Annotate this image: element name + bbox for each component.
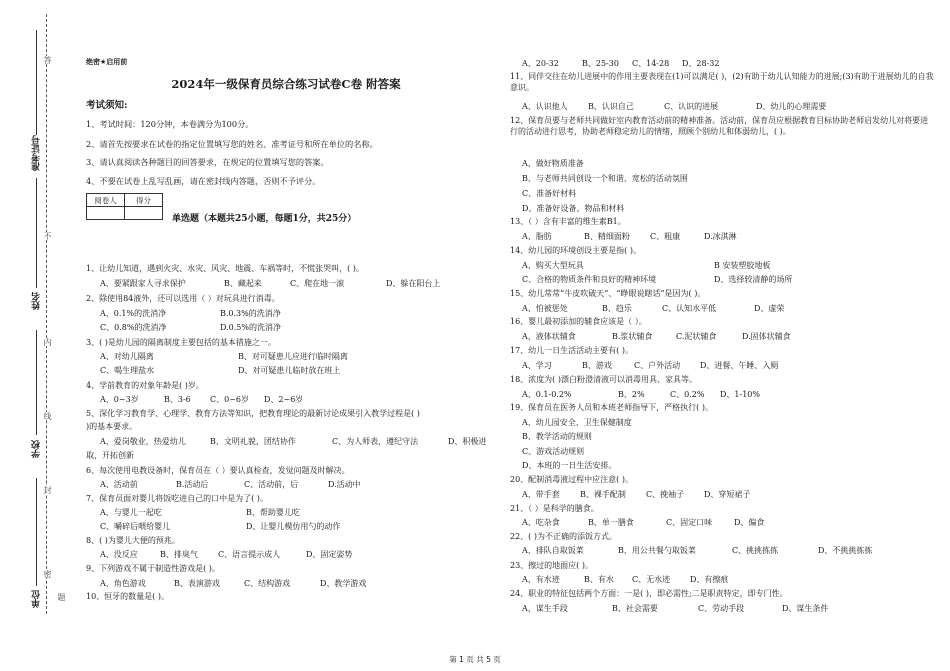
binding-strip <box>0 0 66 671</box>
score-header: 得分 <box>125 194 163 207</box>
option: D、有擦痕 <box>690 575 729 584</box>
option: A、脂肪 <box>522 232 552 241</box>
question: 21、（ ）是科学的膳食。 <box>510 504 599 513</box>
question: 14、幼儿园的环境创设主要是指( )。 <box>510 246 641 255</box>
question: 16、婴儿最初添加的辅食应该是（ ）。 <box>510 317 647 326</box>
option: A、0.1-0.2% <box>522 390 572 399</box>
notice-item: 2、请首先按要求在试卷的指定位置填写您的姓名、准考证号和所在单位的名称。 <box>86 139 378 149</box>
option: B、与老师共同创设一个和谐、宽松的活动氛围 <box>522 174 688 183</box>
option: A、没反应 <box>100 550 138 559</box>
option: A、爱岗敬业，热爱幼儿 <box>100 437 186 446</box>
option: A、怕被惩处 <box>522 304 568 313</box>
option: B、2% <box>618 390 645 399</box>
option: A、排队自取饭菜 <box>522 546 584 555</box>
school-line[interactable] <box>36 330 37 435</box>
option: B、精细面粉 <box>584 232 630 241</box>
exam-number-label: 准考证号 <box>32 135 42 171</box>
option: B、教学活动的规则 <box>522 432 592 441</box>
option: D、虚荣 <box>754 304 785 313</box>
option: B、25-30 <box>582 59 619 68</box>
question: 10、恒牙的数量是( )。 <box>86 592 169 601</box>
page-footer: 第 1 页 共 5 页 <box>449 655 501 664</box>
school-label: 学校 <box>32 440 42 458</box>
option: D.冰淇淋 <box>704 232 737 241</box>
strip-word: 题 <box>57 593 66 601</box>
notice-item: 3、请认真阅读各种题目的回答要求，在规定的位置填写您的答案。 <box>86 157 329 167</box>
option: B、有水 <box>584 575 614 584</box>
page-title: 2024年一级保育员综合练习试卷C卷 附答案 <box>171 77 401 91</box>
strip-word: 答 <box>43 56 52 64</box>
option: D、2~6岁 <box>264 395 304 404</box>
notice-heading: 考试须知: <box>86 100 128 111</box>
reviewer-header: 阅卷人 <box>87 194 125 207</box>
option: C、认识的进展 <box>664 102 719 111</box>
option: A、做好物质准备 <box>522 159 584 168</box>
option: A、要紧跟家人寻求保护 <box>100 279 186 288</box>
option: A、液体状辅食 <box>522 332 576 341</box>
reviewer-cell[interactable] <box>87 207 125 220</box>
option: A、带手套 <box>522 490 560 499</box>
option: A、认识他人 <box>522 102 568 111</box>
option: D、偏食 <box>734 518 765 527</box>
option: D、28-32 <box>682 59 720 68</box>
option: C、喝生理盐水 <box>100 366 155 375</box>
question: 11、同伴交往在幼儿进展中的作用主要表现在(1)可以满足( )，(2)有助于幼儿认知能力的进展;(3)有助于进展幼儿的自我意识。 <box>510 72 934 92</box>
option: B.活动后 <box>176 480 209 489</box>
option: B 安装塑胶地板 <box>714 261 771 270</box>
option: C、0~6岁 <box>210 395 250 404</box>
option: A、角色游戏 <box>100 579 146 588</box>
option: C、无水迹 <box>632 575 671 584</box>
option: B、3-6 <box>164 395 191 404</box>
option: A、与婴儿一起吃 <box>100 508 162 517</box>
option: D、选择较清静的场所 <box>714 275 793 284</box>
option: C、0.8%的洗消净 <box>100 323 167 332</box>
question: 3、( )是幼儿园的隔离制度主要包括的基本措施之一。 <box>86 338 276 347</box>
option: C、活动前，后 <box>244 480 299 489</box>
strip-word: 内 <box>43 338 52 346</box>
score-table <box>86 193 163 220</box>
secret-mark: 绝密★启用前 <box>86 58 128 66</box>
unit-label: 单位 <box>32 590 42 608</box>
option: B、社会需要 <box>612 604 658 613</box>
option: C、0.2% <box>670 390 705 399</box>
question: 1、让幼儿知道，遇到火灾、水灾、风灾、地震、车祸等时，不慌张哭叫，( )。 <box>86 264 364 273</box>
seal-line <box>46 14 47 614</box>
option: D、幼儿的心理需要 <box>756 102 827 111</box>
option: A、谋生手段 <box>522 604 568 613</box>
option: D、谋生条件 <box>782 604 829 613</box>
option: C、粗康 <box>650 232 681 241</box>
question: 20、配制消毒液过程中应注意( )。 <box>510 475 633 484</box>
question: 2、除使用84液外，还可以选用（ ）对玩具进行消毒。 <box>86 294 280 303</box>
option: D、教学游戏 <box>320 579 367 588</box>
strip-word: 封 <box>43 486 52 494</box>
option: D.0.5%的洗消净 <box>220 323 281 332</box>
name-label: 姓名 <box>32 292 42 310</box>
option: C.泥状辅食 <box>676 332 717 341</box>
option: B、认识自己 <box>588 102 634 111</box>
question: 12、保育员要与老师共同做好室内教育活动前的精神准备。活动前，保育员应根据教育目标协助老师启发幼儿对将要进行的活动进行思考，协助老师稳定幼儿的情绪，照顾个别幼儿和体弱幼儿，( )。 <box>510 116 929 136</box>
option: B.0.3%的洗消净 <box>220 309 281 318</box>
section-heading: 单选题（本题共25小题，每题1分，共25分） <box>172 214 357 224</box>
option: A、20-32 <box>522 59 559 68</box>
option: A、有水迹 <box>522 575 560 584</box>
option: D.活动中 <box>328 480 361 489</box>
name-line[interactable] <box>36 178 37 288</box>
option: D、对可疑患儿临时放在班上 <box>238 366 341 375</box>
option: A、0.1%的洗消净 <box>100 309 167 318</box>
option: A、0~3岁 <box>100 395 139 404</box>
option: D、进餐、午睡、入厕 <box>700 361 779 370</box>
question: 5、深化学习教育学、心理学、教育方法等知识，把教育理论的最新讨论成果引入教学过程是( ) <box>86 409 420 418</box>
option: B、藏起来 <box>224 279 262 288</box>
option: B、帮助婴儿吃 <box>246 508 300 517</box>
option: B、用公共餐勺取饭菜 <box>618 546 696 555</box>
strip-word: 不 <box>43 232 52 240</box>
option: C、认知水平低 <box>662 304 717 313</box>
strip-word: 线 <box>43 412 52 420</box>
notice-item: 4、不要在试卷上乱写乱画，请在密封线内答题，否则不予评分。 <box>86 176 321 186</box>
option: D、让婴儿模仿用勺的动作 <box>246 522 341 531</box>
option: C、爬在地一滚 <box>290 279 345 288</box>
question: 4、学前教育的对象年龄是( )岁。 <box>86 381 204 390</box>
question: 13、（ ）含有丰富的维生素B1。 <box>510 217 626 226</box>
option: B、趋乐 <box>602 304 632 313</box>
option: C、结构游戏 <box>244 579 291 588</box>
option: C、固定口味 <box>666 518 713 527</box>
option: D、积极进 <box>448 437 487 446</box>
question: 18、浓度为( )漂白粉澄清液可以消毒用具、家具等。 <box>510 375 697 384</box>
option: C、合格的物质条件和良好的精神环境 <box>522 275 657 284</box>
option: C、挽袖子 <box>646 490 685 499</box>
option: A、购买大型玩具 <box>522 261 584 270</box>
option: C、准备好材料 <box>522 189 577 198</box>
option: B、游戏 <box>582 361 612 370</box>
option: C、劳动手段 <box>698 604 745 613</box>
strip-word: 密 <box>43 570 52 578</box>
option: C、为人师表，遵纪守法 <box>332 437 419 446</box>
option: D.固体状辅食 <box>742 332 791 341</box>
option: A、活动前 <box>100 480 138 489</box>
option: C、挑挑拣拣 <box>732 546 779 555</box>
option: C、14-28 <box>632 59 670 68</box>
question: 24、职业的特征包括两个方面：一是( )，即必需性;二是职责特定，即专门性。 <box>510 589 788 598</box>
option: D、不挑挑拣拣 <box>818 546 873 555</box>
question: 22、( )为不正确的添饭方式。 <box>510 532 617 541</box>
score-cell[interactable] <box>125 207 163 220</box>
option: B、文明礼貌，团结协作 <box>210 437 296 446</box>
option: B、表演游戏 <box>174 579 220 588</box>
option: D、1-10% <box>720 390 760 399</box>
question: 9、下列游戏不属于制造性游戏是( )。 <box>86 564 220 573</box>
question-cont: )的基本要求。 <box>86 422 138 431</box>
option: B、对可疑患儿应进行临时隔离 <box>238 352 348 361</box>
option: C、嚼碎后喂给婴儿 <box>100 522 171 531</box>
option: A、对幼儿隔离 <box>100 352 154 361</box>
question-cont: 取，开拓创新 <box>86 451 134 460</box>
option: C、游戏活动规则 <box>522 447 585 456</box>
option: A、学习 <box>522 361 552 370</box>
unit-line[interactable] <box>36 478 37 586</box>
option: C、户外活动 <box>634 361 681 370</box>
option: D、躲在阳台上 <box>386 279 441 288</box>
option: A、幼儿园安全、卫生保健制度 <box>522 418 632 427</box>
exam-number-line[interactable] <box>36 30 37 135</box>
option: C、语言提示成人 <box>218 550 281 559</box>
question: 23、擦过的地面应( )。 <box>510 561 593 570</box>
question: 8、( )为婴儿大便的预兆。 <box>86 536 180 545</box>
option: B、单一膳食 <box>588 518 634 527</box>
question: 17、幼儿一日生活活动主要有( )。 <box>510 346 633 355</box>
option: D、穿短裙子 <box>704 490 751 499</box>
option: B、裸手配制 <box>580 490 626 499</box>
option: B、排臭气 <box>160 550 198 559</box>
question: 15、幼儿常常“牛皮吹破天”、“睁眼说瞎话”是因为( )。 <box>510 289 706 298</box>
option: A、吃杂食 <box>522 518 560 527</box>
notice-item: 1、考试时间：120分钟，本卷满分为100分。 <box>86 119 254 129</box>
option: D、本班的一日生活安排。 <box>522 461 617 470</box>
question: 7、保育员面对婴儿将饭吃进自己的口中是为了( )。 <box>86 494 268 503</box>
option: D、固定姿势 <box>306 550 353 559</box>
option: D、准备好设备、物品和材料 <box>522 204 625 213</box>
option: B.浆状辅食 <box>612 332 653 341</box>
question: 6、每次使用电教设备时，保育员在（ ）要认真检查，发觉问题及时解决。 <box>86 466 350 475</box>
question: 19、保育员在医务人员和本班老师指导下，严格执行( )。 <box>510 403 713 412</box>
